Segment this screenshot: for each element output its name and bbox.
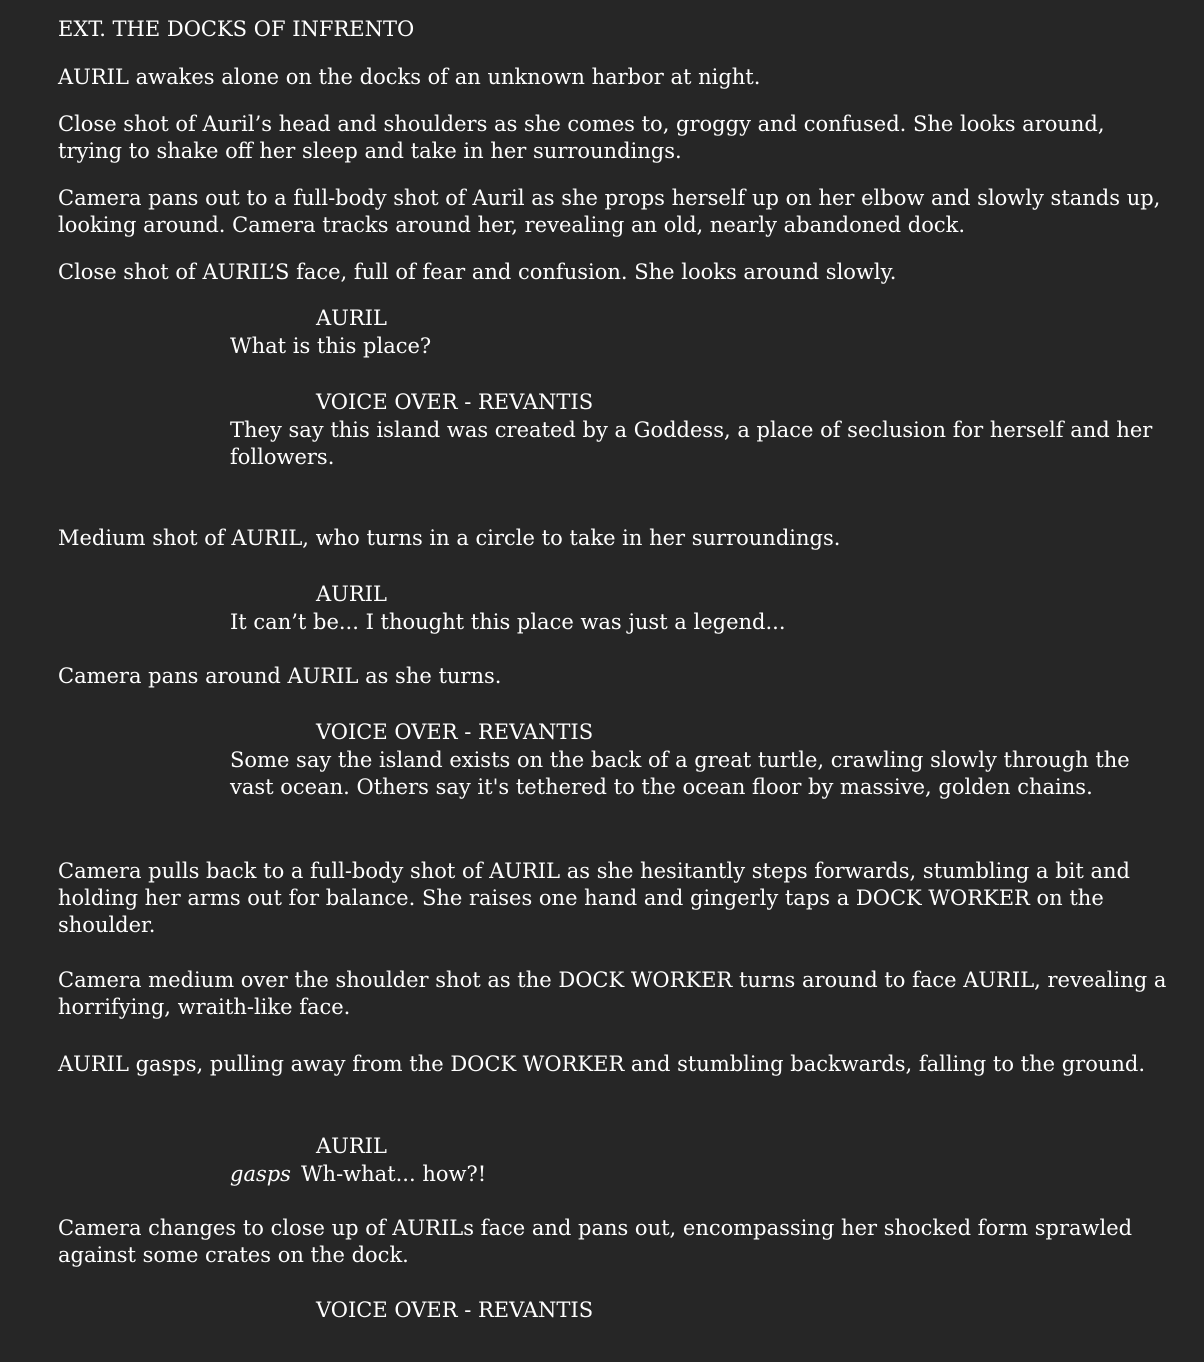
action-line: Camera pans around AURIL as she turns. [58,664,502,688]
action-line: Camera pans out to a full-body shot of Auril as she props herself up on her elbow and slowly stands up, looking around. Camera tracks around her, revealing an old, nearly abandoned dock. [58,186,1161,237]
action-line: Camera changes to close up of AURILs face and pans out, encompassing her shocked form sprawled against some crates on the dock. [58,1216,1133,1267]
character-cue: VOICE OVER - REVANTIS [316,1298,594,1322]
action-line: Medium shot of AURIL, who turns in a circle to take in her surroundings. [58,526,841,550]
character-cue: VOICE OVER - REVANTIS [316,390,594,414]
dialogue-line: It can’t be... I thought this place was just a legend... [230,610,786,634]
action-line: AURIL gasps, pulling away from the DOCK WORKER and stumbling backwards, falling to the ground. [58,1052,1146,1076]
action-line: Close shot of AURIL’S face, full of fear and confusion. She looks around slowly. [58,260,897,284]
dialogue-line: Some say the island exists on the back of a great turtle, crawling slowly through the vast ocean. Others say it's tethered to the ocean floor by massive, golden chains. [230,748,1130,799]
dialogue-line-with-parenthetical [230,1161,1170,1188]
dialogue-text: Wh-what... how?! [300,1162,487,1186]
action-line: Close shot of Auril’s head and shoulders as she comes to, groggy and confused. She looks around, trying to shake off her sleep and take in her surroundings. [58,112,1105,163]
dialogue-line: What is this place? [230,334,432,358]
action-line: Camera medium over the shoulder shot as the DOCK WORKER turns around to face AURIL, revealing a horrifying, wraith-like face. [58,968,1167,1019]
action-line: AURIL awakes alone on the docks of an unknown harbor at night. [58,65,761,89]
parenthetical: gasps [230,1162,291,1186]
dialogue-line: They say this island was created by a Goddess, a place of seclusion for herself and her followers. [230,418,1153,469]
character-cue: AURIL [316,1134,387,1158]
character-cue: AURIL [316,582,387,606]
character-cue: VOICE OVER - REVANTIS [316,720,594,744]
action-line: Camera pulls back to a full-body shot of AURIL as she hesitantly steps forwards, stumbling a bit and holding her arms out for balance. She raises one hand and gingerly taps a DOCK WORKER on the shoulder. [58,859,1130,937]
character-cue: AURIL [316,306,387,330]
scene-heading: EXT. THE DOCKS OF INFRENTO [58,17,415,41]
